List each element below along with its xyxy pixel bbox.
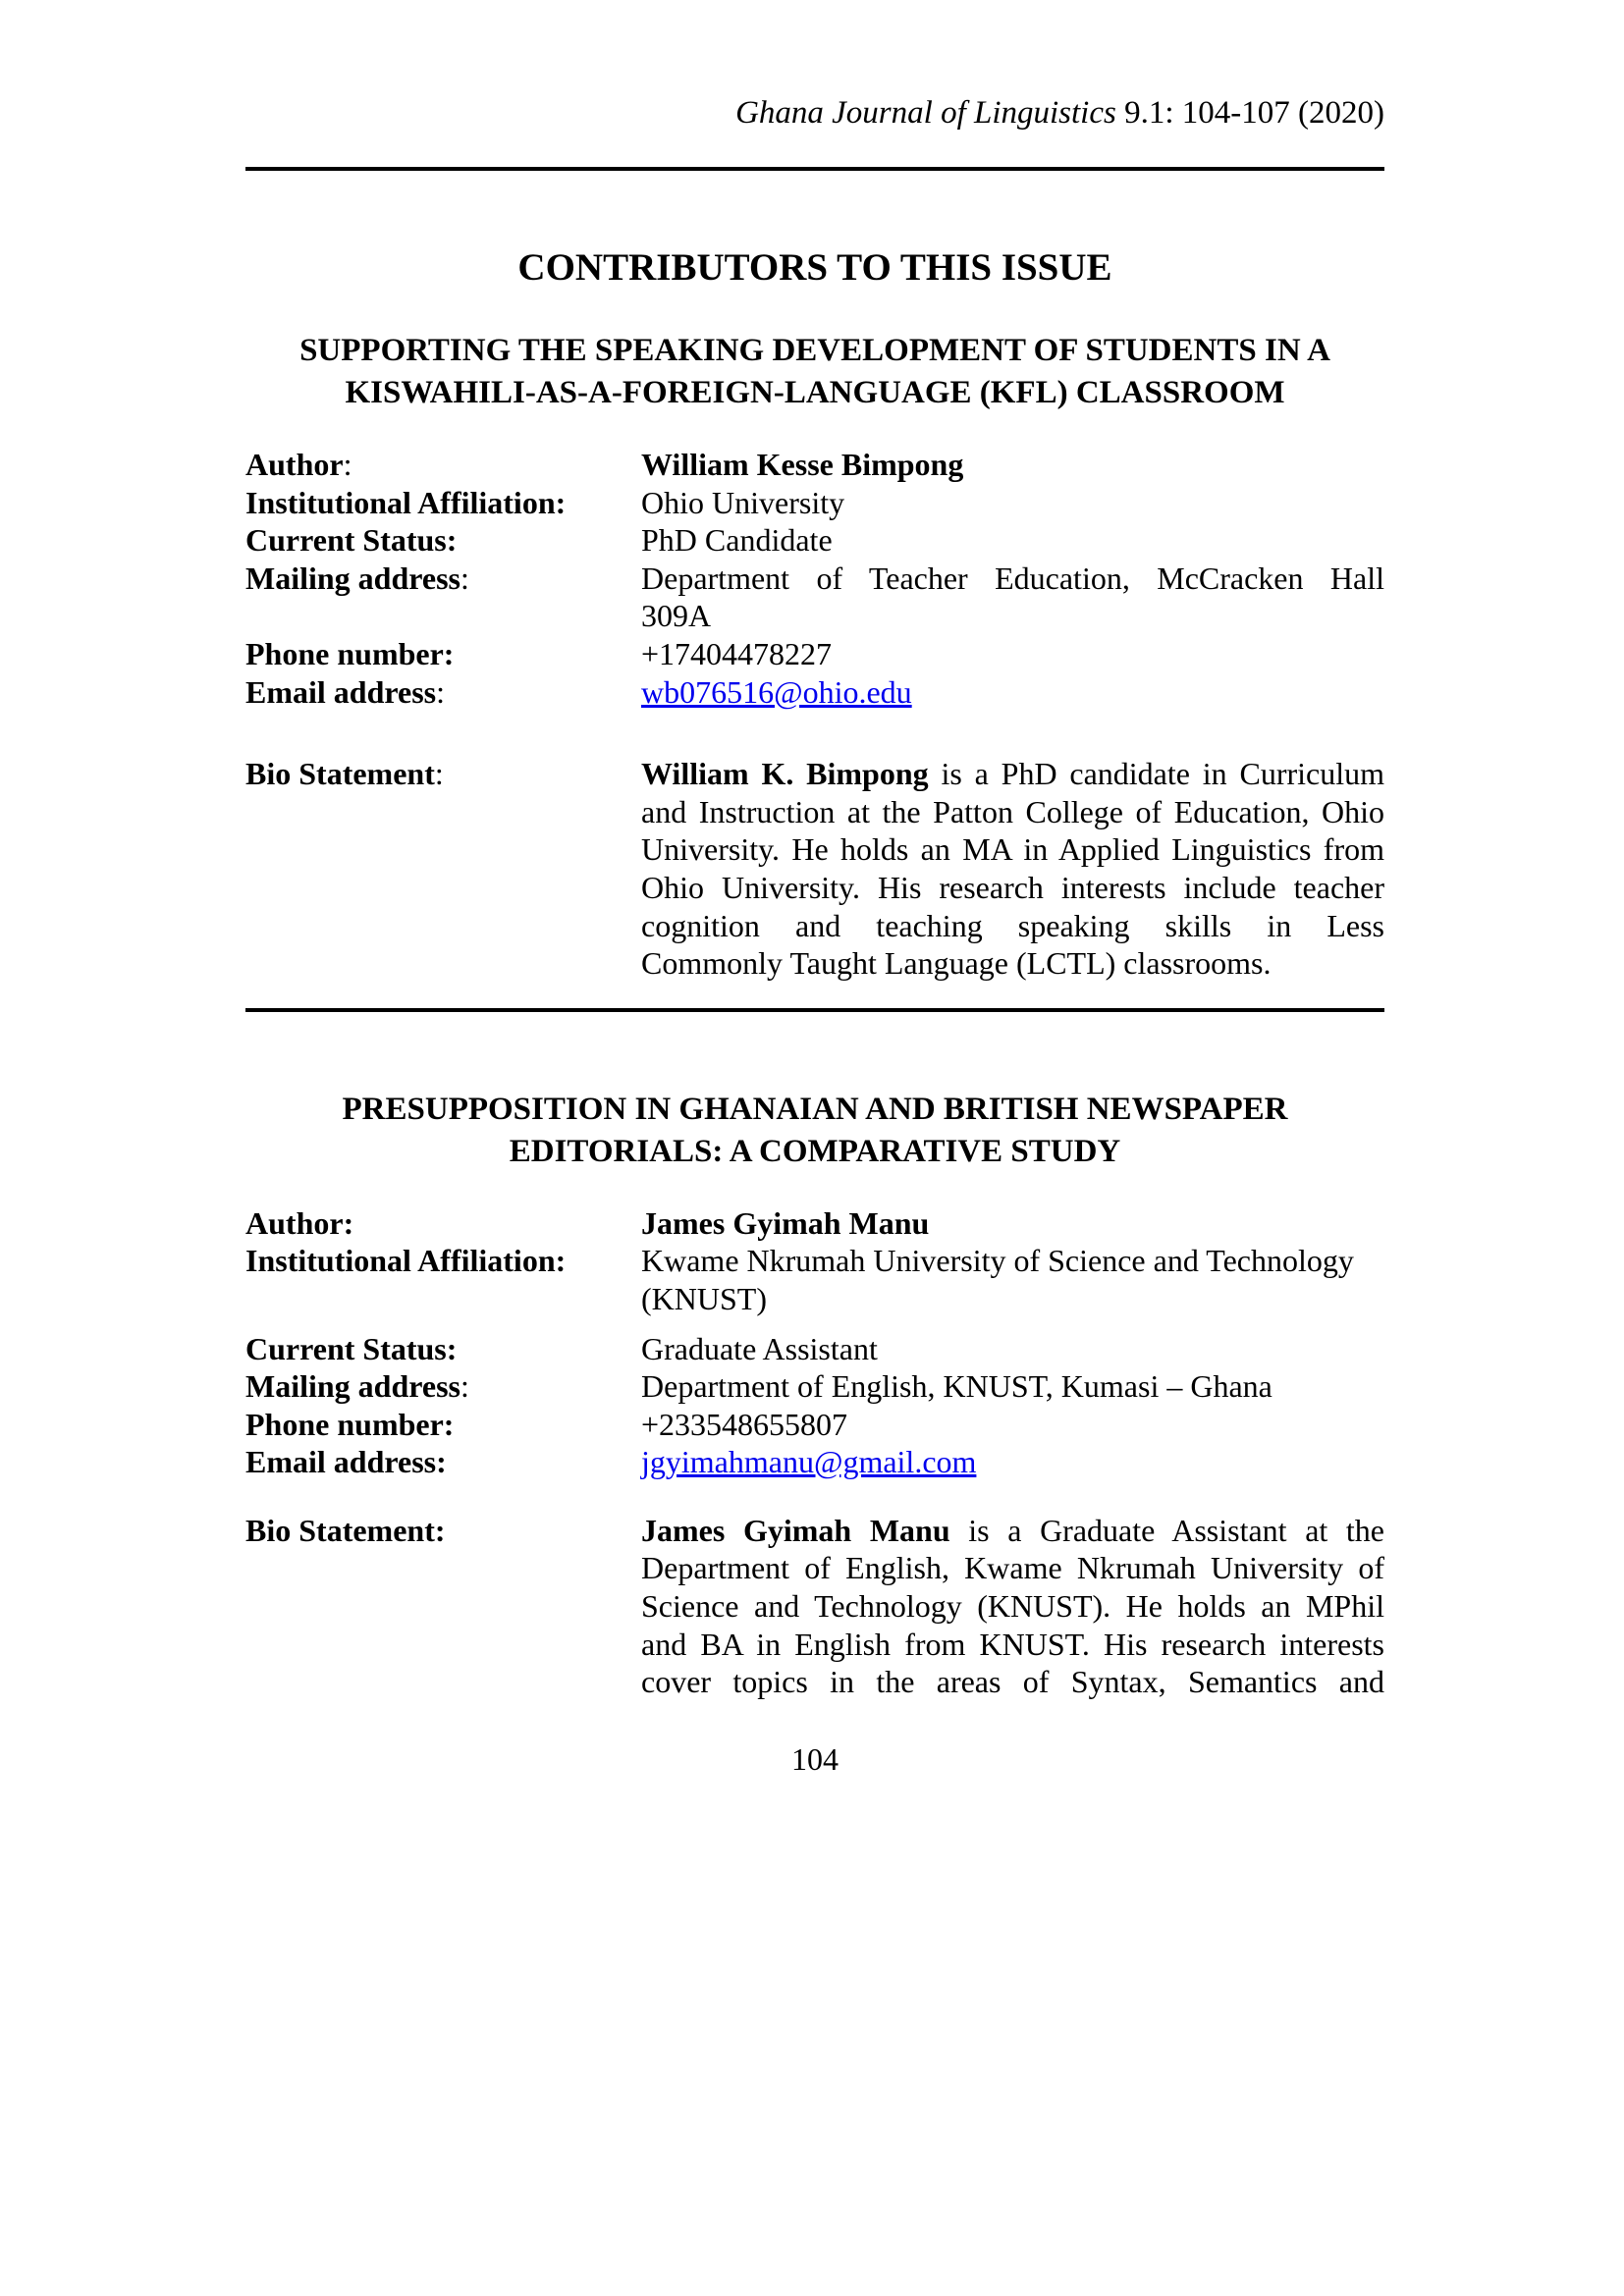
article-title — [245, 1089, 1384, 1173]
section-divider — [245, 1008, 1384, 1012]
bio-line: Commonly Taught Language (LCTL) classrooms. — [641, 945, 1272, 982]
journal-name: Ghana Journal of Linguistics — [735, 95, 1116, 131]
field-label — [245, 635, 641, 673]
field-label — [245, 1512, 641, 1701]
field-label — [245, 755, 641, 983]
bio-line: Science and Technology (KNUST). He holds an MPhil — [641, 1588, 1384, 1625]
field-value-line: 309A — [641, 598, 712, 634]
field-label-colon: : — [555, 484, 567, 520]
field-row — [245, 673, 1384, 712]
article-title-line: EDITORIALS: A COMPARATIVE STUDY — [509, 1133, 1121, 1169]
field-row — [245, 1242, 1384, 1317]
field-label-colon: : — [436, 1444, 447, 1480]
field-label — [245, 521, 641, 560]
field-label — [245, 1406, 641, 1444]
article-title-line: SUPPORTING THE SPEAKING DEVELOPMENT OF STUDENTS IN A — [299, 333, 1330, 368]
field-label-colon: : — [434, 1512, 446, 1548]
field-label-text: Phone number — [245, 635, 444, 671]
field-value: +17404478227 — [641, 635, 833, 671]
field-label-text: Bio Statement — [245, 756, 435, 792]
page-title: CONTRIBUTORS TO THIS ISSUE — [517, 246, 1112, 289]
bio-line: University. He holds an MA in Applied Linguistics from — [641, 831, 1384, 868]
bio-author-name: James Gyimah Manu — [641, 1512, 950, 1548]
field-value: Graduate Assistant — [641, 1330, 878, 1366]
field-value-line: (KNUST) — [641, 1280, 767, 1316]
field-row — [245, 1367, 1384, 1406]
field-label — [245, 484, 641, 522]
field-label-text: Current Status — [245, 522, 447, 559]
field-row — [245, 1330, 1384, 1368]
bio-line: cover topics in the areas of Syntax, Semantics and — [641, 1664, 1384, 1700]
bio-statement-row — [245, 1512, 1384, 1701]
email-link[interactable]: jgyimahmanu@gmail.com — [641, 1444, 977, 1480]
contributors-list — [245, 330, 1384, 1701]
field-value — [641, 560, 1384, 635]
field-row — [245, 484, 1384, 522]
field-row — [245, 446, 1384, 484]
article-title — [245, 330, 1384, 414]
bio-line: cognition and teaching speaking skills in Less — [641, 907, 1384, 943]
bio-line: and Instruction at the Patton College of Education, Ohio — [641, 793, 1384, 829]
field-label-text: Email address — [245, 1444, 437, 1480]
field-label-text: Mailing address — [245, 1368, 460, 1405]
bio-statement-text — [641, 755, 1384, 983]
field-label-colon: : — [443, 1406, 455, 1442]
field-label-colon: : — [434, 756, 444, 792]
journal-issue-info: 9.1: 104-107 (2020) — [1115, 95, 1384, 131]
bio-line: Department of English, Kwame Nkrumah University of — [641, 1550, 1384, 1586]
field-label — [245, 446, 641, 484]
article-title-line: PRESUPPOSITION IN GHANAIAN AND BRITISH NEWSPAPER — [342, 1091, 1288, 1127]
field-label-text: Mailing address — [245, 560, 460, 596]
field-label-colon: : — [555, 1243, 567, 1279]
field-row — [245, 560, 1384, 635]
field-value — [641, 1242, 1384, 1317]
field-label-text: Email address — [245, 673, 437, 710]
field-label-colon: : — [343, 1204, 354, 1241]
contributor-section — [245, 1089, 1384, 1701]
field-label-colon: : — [446, 522, 458, 559]
field-label-text: Author — [245, 447, 344, 482]
field-label — [245, 1330, 641, 1368]
field-label — [245, 1443, 641, 1481]
field-list — [245, 446, 1384, 711]
bio-statement-row — [245, 755, 1384, 983]
field-label — [245, 1367, 641, 1406]
field-label-text: Bio Statement — [245, 1512, 435, 1548]
contributor-section — [245, 330, 1384, 983]
page-number: 104 — [791, 1740, 839, 1777]
bio-line: James Gyimah Manu is a Graduate Assistant at the — [641, 1512, 1385, 1548]
field-label — [245, 673, 641, 712]
field-value — [641, 673, 1384, 712]
field-row — [245, 1406, 1384, 1444]
field-label — [245, 1204, 641, 1243]
field-value: Department of English, KNUST, Kumasi – Ghana — [641, 1368, 1272, 1405]
bio-line: William K. Bimpong is a PhD candidate in Curriculum — [641, 756, 1385, 792]
field-label-colon: : — [446, 1330, 458, 1366]
field-label-text: Phone number — [245, 1406, 444, 1442]
field-value: James Gyimah Manu — [641, 1204, 930, 1241]
field-label-colon: : — [460, 1368, 469, 1405]
bio-statement-text — [641, 1512, 1384, 1701]
field-label — [245, 1242, 641, 1317]
field-value: +233548655807 — [641, 1406, 848, 1442]
field-label-colon: : — [343, 447, 352, 482]
field-value — [641, 1443, 1384, 1481]
field-list — [245, 1204, 1384, 1481]
field-label-colon: : — [443, 635, 455, 671]
bio-author-name: William K. Bimpong — [641, 756, 929, 792]
field-row — [245, 635, 1384, 673]
field-label-text: Current Status — [245, 1330, 447, 1366]
field-value: William Kesse Bimpong — [641, 447, 964, 482]
bio-line: Ohio University. His research interests include teacher — [641, 869, 1384, 905]
field-value-line: Department of Teacher Education, McCracken Hall — [641, 560, 1384, 596]
bio-line: and BA in English from KNUST. His research interests — [641, 1626, 1384, 1662]
field-row — [245, 521, 1384, 560]
journal-header — [245, 94, 1384, 132]
field-row — [245, 1443, 1384, 1481]
field-label-colon: : — [436, 673, 445, 710]
field-label-colon: : — [460, 560, 469, 596]
field-row — [245, 1204, 1384, 1243]
field-label-text: Institutional Affiliation — [245, 1243, 556, 1279]
field-value-line: Kwame Nkrumah University of Science and Technology — [641, 1243, 1354, 1279]
field-label-text: Author — [245, 1204, 344, 1241]
field-value: PhD Candidate — [641, 522, 833, 559]
field-label-text: Institutional Affiliation — [245, 484, 556, 520]
field-value: Ohio University — [641, 484, 845, 520]
field-label — [245, 560, 641, 635]
header-divider — [245, 167, 1384, 171]
article-title-line: KISWAHILI-AS-A-FOREIGN-LANGUAGE (KFL) CLASSROOM — [345, 375, 1285, 410]
email-link[interactable]: wb076516@ohio.edu — [641, 673, 912, 710]
